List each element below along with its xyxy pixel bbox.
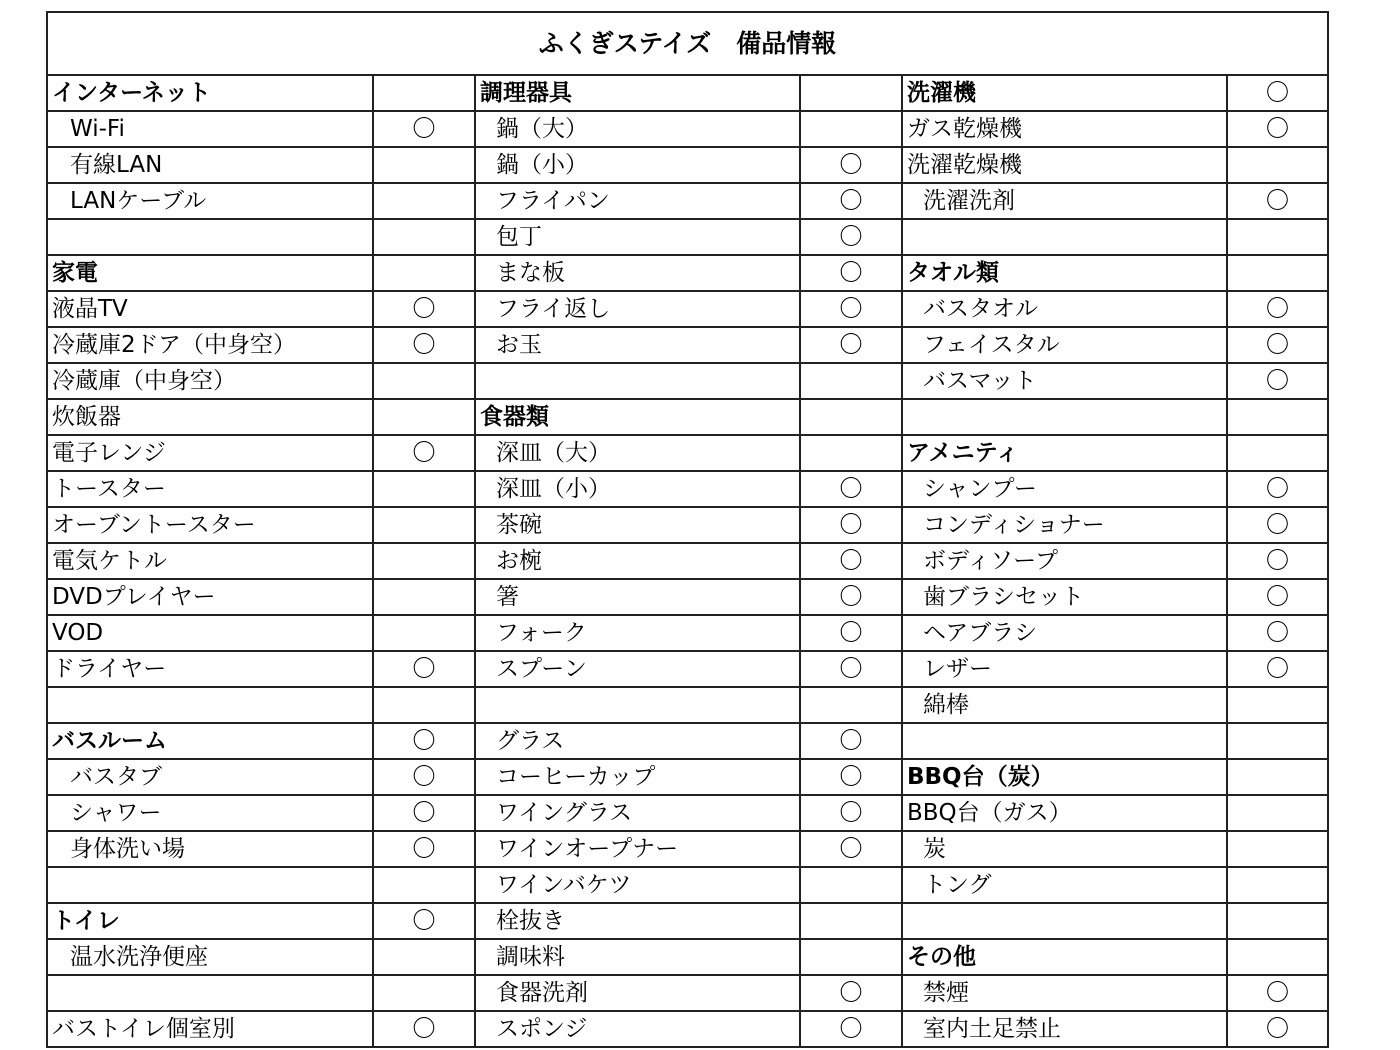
availability-mark: [800, 75, 902, 111]
item-label: [902, 543, 1227, 579]
item-label: [902, 975, 1227, 1011]
availability-mark: 〇: [800, 975, 902, 1011]
cell-text: ヘアブラシ: [923, 620, 1038, 646]
item-label: [902, 795, 1227, 831]
item-label: [902, 903, 1227, 939]
availability-mark: [373, 579, 475, 615]
cell-text: 食器洗剤: [496, 980, 588, 1006]
availability-mark: [1227, 147, 1328, 183]
item-label: [902, 363, 1227, 399]
cell-text: 深皿（小）: [496, 476, 611, 502]
item-label: [902, 579, 1227, 615]
cell-text: ワイングラス: [496, 800, 633, 826]
availability-mark: 〇: [373, 795, 475, 831]
availability-mark: 〇: [800, 615, 902, 651]
cell-text: トースター: [52, 476, 166, 502]
item-label: [47, 867, 373, 903]
category-heading: [47, 903, 373, 939]
cell-text: ドライヤー: [52, 656, 167, 682]
item-label: [47, 543, 373, 579]
cell-text: 電子レンジ: [52, 440, 166, 466]
table-row: [47, 543, 1328, 579]
table-row: [47, 903, 1328, 939]
availability-mark: [373, 615, 475, 651]
cell-text: 洗濯乾燥機: [907, 152, 1022, 178]
item-label: [47, 183, 373, 219]
availability-mark: 〇: [800, 183, 902, 219]
cell-text: 冷蔵庫（中身空）: [52, 368, 236, 394]
title-row: [47, 12, 1328, 75]
availability-mark: [1227, 903, 1328, 939]
cell-text: コンディショナー: [923, 512, 1105, 538]
availability-mark: 〇: [373, 1011, 475, 1047]
availability-mark: [800, 111, 902, 147]
cell-text: バスルーム: [52, 728, 167, 754]
cell-text: [48, 692, 52, 718]
cell-text: バスマット: [923, 368, 1037, 394]
availability-mark: [800, 939, 902, 975]
availability-mark: 〇: [373, 435, 475, 471]
item-label: [47, 651, 373, 687]
cell-text: 家電: [52, 260, 98, 286]
availability-mark: [1227, 795, 1328, 831]
availability-mark: [1227, 435, 1328, 471]
cell-text: [48, 872, 52, 898]
availability-mark: 〇: [800, 723, 902, 759]
item-label: [475, 435, 800, 471]
item-label: [902, 399, 1227, 435]
item-label: [475, 903, 800, 939]
cell-text: 綿棒: [923, 692, 969, 718]
cell-text: 炭: [923, 836, 946, 862]
category-heading: [902, 435, 1227, 471]
cell-text: 箸: [496, 584, 519, 610]
item-label: [47, 471, 373, 507]
cell-text: 液晶TV: [52, 296, 128, 322]
availability-mark: 〇: [1227, 1011, 1328, 1047]
cell-text: 包丁: [496, 224, 542, 250]
item-label: [902, 723, 1227, 759]
availability-mark: [1227, 867, 1328, 903]
table-row: [47, 867, 1328, 903]
availability-mark: [1227, 219, 1328, 255]
cell-text: バスタオル: [923, 296, 1038, 322]
item-label: [47, 615, 373, 651]
availability-mark: 〇: [373, 903, 475, 939]
availability-mark: 〇: [1227, 543, 1328, 579]
item-label: [475, 939, 800, 975]
cell-text: レザー: [923, 656, 992, 682]
item-label: [47, 435, 373, 471]
item-label: [47, 399, 373, 435]
item-label: [475, 1011, 800, 1047]
item-label: [475, 183, 800, 219]
availability-mark: 〇: [800, 1011, 902, 1047]
availability-mark: [373, 255, 475, 291]
cell-text: フォーク: [496, 620, 587, 646]
availability-mark: 〇: [1227, 579, 1328, 615]
availability-mark: 〇: [1227, 507, 1328, 543]
availability-mark: [373, 687, 475, 723]
table-row: [47, 363, 1328, 399]
availability-mark: [1227, 831, 1328, 867]
item-label: [902, 219, 1227, 255]
availability-mark: [373, 543, 475, 579]
cell-text: 洗濯洗剤: [923, 188, 1015, 214]
table-row: [47, 435, 1328, 471]
availability-mark: [373, 363, 475, 399]
availability-mark: [800, 867, 902, 903]
category-heading: [902, 75, 1227, 111]
cell-text: インターネット: [52, 80, 211, 106]
availability-mark: 〇: [800, 327, 902, 363]
cell-text: 茶碗: [496, 512, 542, 538]
availability-mark: 〇: [800, 543, 902, 579]
cell-text: [903, 728, 907, 754]
cell-text: お椀: [496, 548, 542, 574]
cell-text: VOD: [52, 620, 104, 646]
table-row: [47, 723, 1328, 759]
item-label: [902, 507, 1227, 543]
availability-mark: [1227, 723, 1328, 759]
cell-text: [476, 368, 480, 394]
item-label: [475, 471, 800, 507]
availability-mark: 〇: [1227, 111, 1328, 147]
item-label: [475, 687, 800, 723]
availability-mark: 〇: [373, 111, 475, 147]
item-label: [475, 867, 800, 903]
item-label: [47, 291, 373, 327]
availability-mark: [373, 507, 475, 543]
cell-text: シャンプー: [923, 476, 1037, 502]
category-heading: [902, 255, 1227, 291]
category-heading: [47, 75, 373, 111]
cell-text: 鍋（小）: [496, 152, 588, 178]
availability-mark: [800, 399, 902, 435]
item-label: [47, 687, 373, 723]
table-row: [47, 507, 1328, 543]
item-label: [47, 363, 373, 399]
cell-text: タオル類: [907, 260, 999, 286]
cell-text: 有線LAN: [70, 152, 163, 178]
category-heading: [902, 759, 1227, 795]
item-label: [475, 543, 800, 579]
cell-text: [48, 224, 52, 250]
item-label: [902, 111, 1227, 147]
item-label: [47, 831, 373, 867]
availability-mark: 〇: [800, 147, 902, 183]
availability-mark: 〇: [1227, 183, 1328, 219]
item-label: [47, 327, 373, 363]
table-row: [47, 111, 1328, 147]
cell-text: 歯ブラシセット: [923, 584, 1084, 610]
cell-text: スポンジ: [496, 1016, 588, 1042]
cell-text: フライパン: [496, 188, 610, 214]
table-row: [47, 147, 1328, 183]
availability-mark: [800, 903, 902, 939]
cell-text: 深皿（大）: [496, 440, 611, 466]
availability-mark: [1227, 399, 1328, 435]
page-title: ふくぎステイズ 備品情報: [47, 12, 1328, 75]
cell-text: シャワー: [70, 800, 162, 826]
table-row: [47, 255, 1328, 291]
cell-text: 冷蔵庫2ドア（中身空）: [52, 332, 296, 358]
table-row: [47, 687, 1328, 723]
item-label: [902, 327, 1227, 363]
cell-text: フェイスタル: [923, 332, 1060, 358]
cell-text: ワインオープナー: [496, 836, 679, 862]
item-label: [47, 795, 373, 831]
item-label: [475, 219, 800, 255]
availability-mark: 〇: [1227, 75, 1328, 111]
availability-mark: 〇: [1227, 363, 1328, 399]
item-label: [475, 975, 800, 1011]
item-label: [47, 579, 373, 615]
category-heading: [47, 255, 373, 291]
item-label: [475, 291, 800, 327]
item-label: [475, 723, 800, 759]
item-label: [902, 147, 1227, 183]
availability-mark: [373, 471, 475, 507]
item-label: [47, 975, 373, 1011]
availability-mark: 〇: [800, 291, 902, 327]
availability-mark: 〇: [1227, 615, 1328, 651]
availability-mark: [373, 975, 475, 1011]
availability-mark: [1227, 939, 1328, 975]
item-label: [475, 651, 800, 687]
cell-text: トイレ: [52, 908, 120, 934]
category-heading: [902, 939, 1227, 975]
cell-text: DVDプレイヤー: [52, 584, 216, 610]
cell-text: 禁煙: [923, 980, 969, 1006]
availability-mark: 〇: [1227, 327, 1328, 363]
availability-mark: [800, 363, 902, 399]
availability-mark: 〇: [800, 831, 902, 867]
availability-mark: [1227, 255, 1328, 291]
item-label: [902, 615, 1227, 651]
table-row: [47, 327, 1328, 363]
cell-text: 食器類: [480, 404, 549, 430]
cell-text: 調味料: [496, 944, 565, 970]
availability-mark: [1227, 759, 1328, 795]
availability-mark: 〇: [800, 471, 902, 507]
cell-text: バスタブ: [70, 764, 162, 790]
table-row: [47, 579, 1328, 615]
item-label: [902, 867, 1227, 903]
cell-text: オーブントースター: [52, 512, 256, 538]
item-label: [475, 795, 800, 831]
table-row: [47, 75, 1328, 111]
availability-mark: 〇: [800, 579, 902, 615]
cell-text: スプーン: [496, 656, 587, 682]
cell-text: 炊飯器: [52, 404, 121, 430]
cell-text: ワインバケツ: [496, 872, 632, 898]
cell-text: BBQ台（炭）: [907, 764, 1054, 790]
availability-mark: 〇: [373, 723, 475, 759]
cell-text: アメニティ: [907, 440, 1019, 466]
item-label: [475, 111, 800, 147]
item-label: [475, 507, 800, 543]
table-row: [47, 939, 1328, 975]
availability-mark: 〇: [800, 795, 902, 831]
table-row: [47, 615, 1328, 651]
availability-mark: [373, 183, 475, 219]
item-label: [475, 615, 800, 651]
item-label: [902, 471, 1227, 507]
table-row: [47, 291, 1328, 327]
cell-text: BBQ台（ガス）: [907, 800, 1072, 826]
item-label: [902, 291, 1227, 327]
cell-text: 鍋（大）: [496, 116, 588, 142]
table-row: [47, 795, 1328, 831]
cell-text: お玉: [496, 332, 542, 358]
item-label: [47, 939, 373, 975]
item-label: [902, 687, 1227, 723]
category-heading: [475, 399, 800, 435]
item-label: [47, 219, 373, 255]
item-label: [475, 255, 800, 291]
availability-mark: [1227, 687, 1328, 723]
cell-text: グラス: [496, 728, 565, 754]
availability-mark: 〇: [800, 759, 902, 795]
table-row: [47, 471, 1328, 507]
availability-mark: [800, 687, 902, 723]
availability-mark: 〇: [373, 759, 475, 795]
cell-text: コーヒーカップ: [496, 764, 656, 790]
cell-text: [903, 224, 907, 250]
availability-mark: 〇: [1227, 291, 1328, 327]
availability-mark: 〇: [373, 327, 475, 363]
cell-text: トング: [923, 872, 992, 898]
cell-text: 室内土足禁止: [923, 1016, 1061, 1042]
availability-mark: 〇: [1227, 975, 1328, 1011]
cell-text: その他: [907, 944, 976, 970]
cell-text: 身体洗い場: [70, 836, 185, 862]
cell-text: 電気ケトル: [52, 548, 167, 574]
cell-text: 調理器具: [480, 80, 572, 106]
cell-text: Wi-Fi: [70, 116, 125, 142]
item-label: [475, 327, 800, 363]
cell-text: [476, 692, 480, 718]
item-label: [475, 147, 800, 183]
item-label: [475, 579, 800, 615]
category-heading: [47, 723, 373, 759]
availability-mark: 〇: [1227, 651, 1328, 687]
table-row: [47, 399, 1328, 435]
item-label: [902, 651, 1227, 687]
amenity-table-body: [47, 12, 1328, 1047]
item-label: [475, 363, 800, 399]
availability-mark: [373, 219, 475, 255]
availability-mark: 〇: [800, 507, 902, 543]
availability-mark: [373, 939, 475, 975]
availability-mark: [373, 867, 475, 903]
availability-mark: 〇: [373, 291, 475, 327]
table-row: [47, 1011, 1328, 1047]
availability-mark: 〇: [373, 651, 475, 687]
item-label: [47, 111, 373, 147]
cell-text: ガス乾燥機: [907, 116, 1022, 142]
availability-mark: [373, 399, 475, 435]
cell-text: [903, 404, 907, 430]
availability-mark: 〇: [373, 831, 475, 867]
cell-text: 洗濯機: [907, 80, 976, 106]
category-heading: [475, 75, 800, 111]
availability-mark: 〇: [800, 255, 902, 291]
table-row: [47, 219, 1328, 255]
cell-text: LANケーブル: [70, 188, 207, 214]
item-label: [902, 1011, 1227, 1047]
cell-text: 温水洗浄便座: [70, 944, 208, 970]
cell-text: 栓抜き: [496, 908, 565, 934]
item-label: [47, 147, 373, 183]
item-label: [47, 1011, 373, 1047]
availability-mark: [373, 147, 475, 183]
cell-text: [48, 980, 52, 1006]
cell-text: ボディソープ: [923, 548, 1059, 574]
item-label: [902, 183, 1227, 219]
table-row: [47, 183, 1328, 219]
item-label: [47, 507, 373, 543]
amenity-table: [46, 11, 1329, 1048]
item-label: [475, 759, 800, 795]
item-label: [902, 831, 1227, 867]
availability-mark: [373, 75, 475, 111]
availability-mark: 〇: [800, 219, 902, 255]
cell-text: フライ返し: [496, 296, 611, 322]
table-row: [47, 831, 1328, 867]
cell-text: [903, 908, 907, 934]
availability-mark: 〇: [800, 651, 902, 687]
table-row: [47, 975, 1328, 1011]
table-row: [47, 651, 1328, 687]
availability-mark: [800, 435, 902, 471]
availability-mark: 〇: [1227, 471, 1328, 507]
item-label: [475, 831, 800, 867]
cell-text: まな板: [496, 260, 565, 286]
table-row: [47, 759, 1328, 795]
item-label: [47, 759, 373, 795]
cell-text: バストイレ個室別: [52, 1016, 235, 1042]
